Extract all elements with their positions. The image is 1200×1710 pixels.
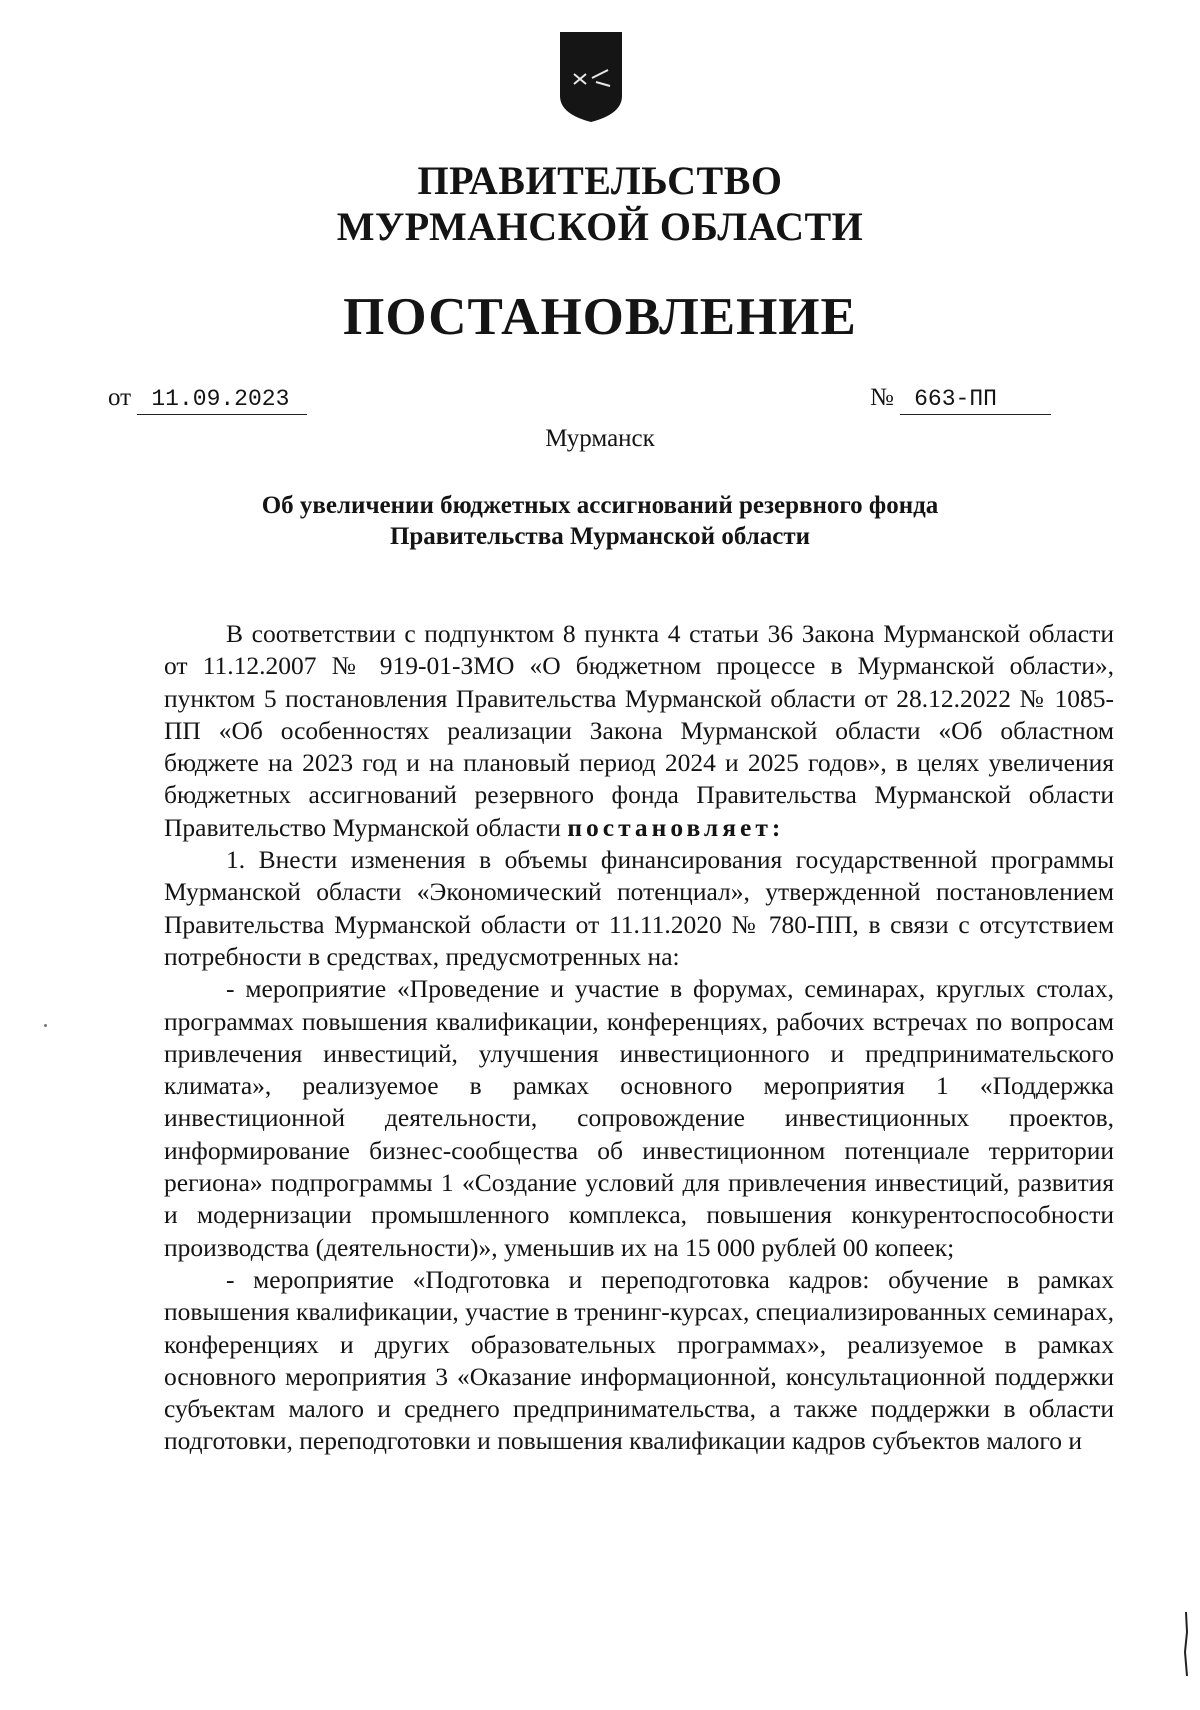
preamble-paragraph <box>164 618 1114 844</box>
subject-line-1: Об увеличении бюджетных ассигнований резервного фонда <box>261 492 939 519</box>
city-name: Мурманск <box>545 425 655 452</box>
document-subject <box>200 490 1000 552</box>
resolves-word: постановляет: <box>567 812 785 842</box>
date-field <box>108 383 307 415</box>
number-prefix: № <box>870 384 894 411</box>
number-field <box>870 383 1051 415</box>
organization-title-line-2: МУРМАНСКОЙ ОБЛАСТИ <box>336 204 864 249</box>
document-type-heading: ПОСТАНОВЛЕНИЕ <box>343 288 857 346</box>
item-1-b-paragraph: - мероприятие «Подготовка и переподготовка кадров: обучение в рамках повышения квалификации, участие в тренинг-курсах, специализированных семинарах, конференциях и других образовательных программах», реализуемое в рамках основного мероприятия 3 «Оказание информационной, консультационной поддержки субъектам малого и среднего предпринимательства, а также поддержки в области подготовки, переподготовки и повышения квалификации кадров субъектов малого и <box>164 1264 1114 1456</box>
date-value: 11.09.2023 <box>137 384 307 415</box>
scan-edge-mark <box>1183 1612 1189 1676</box>
organization-title-line-1: ПРАВИТЕЛЬСТВО <box>417 158 783 203</box>
item-1-paragraph: 1. Внести изменения в объемы финансирования государственной программы Мурманской области «Экономический потенциал», утвержденной постановлением Правительства Мурманской области от 11.11.2020 № 780-ПП, в связи с отсутствием потребности в средствах, предусмотренных на: <box>164 845 1114 971</box>
coat-of-arms-emblem <box>556 26 626 126</box>
item-1-a-paragraph: - мероприятие «Проведение и участие в форумах, семинарах, круглых столах, программах повышения квалификации, конференциях, рабочих встречах по вопросам привлечения инвестиций, улучшения инвестиционного и предпринимательского климата», реализуемое в рамках основного мероприятия 1 «Поддержка инвестиционной деятельности, сопровождение инвестиционных проектов, информирование бизнес-сообщества об инвестиционном потенциале территории региона» подпрограммы 1 «Создание условий для привлечения инвестиций, развития и модернизации промышленного комплекса, повышения конкурентоспособности производства (деятельности)», уменьшив их на 15 000 рублей 00 копеек; <box>164 974 1114 1262</box>
number-value: 663-ПП <box>900 384 1051 415</box>
subject-line-2: Правительства Мурманской области <box>389 523 811 550</box>
date-prefix: от <box>108 384 132 411</box>
preamble-text: В соответствии с подпунктом 8 пункта 4 статьи 36 Закона Мурманской области от 11.12.2007 № 919-01-ЗМО «О бюджетном процессе в Мурманской области», пунктом 5 постановления Правительства Мурманской области от 28.12.2022 № 1085-ПП «Об особенностях реализации Закона Мурманской области «Об областном бюджете на 2023 год и на плановый период 2024 и 2025 годов», в целях увеличения бюджетных ассигнований резервного фонда Правительства Мурманской области Правительство Мурманской области <box>164 619 1114 842</box>
scan-speck <box>44 1024 47 1027</box>
document-body <box>164 618 1114 1458</box>
